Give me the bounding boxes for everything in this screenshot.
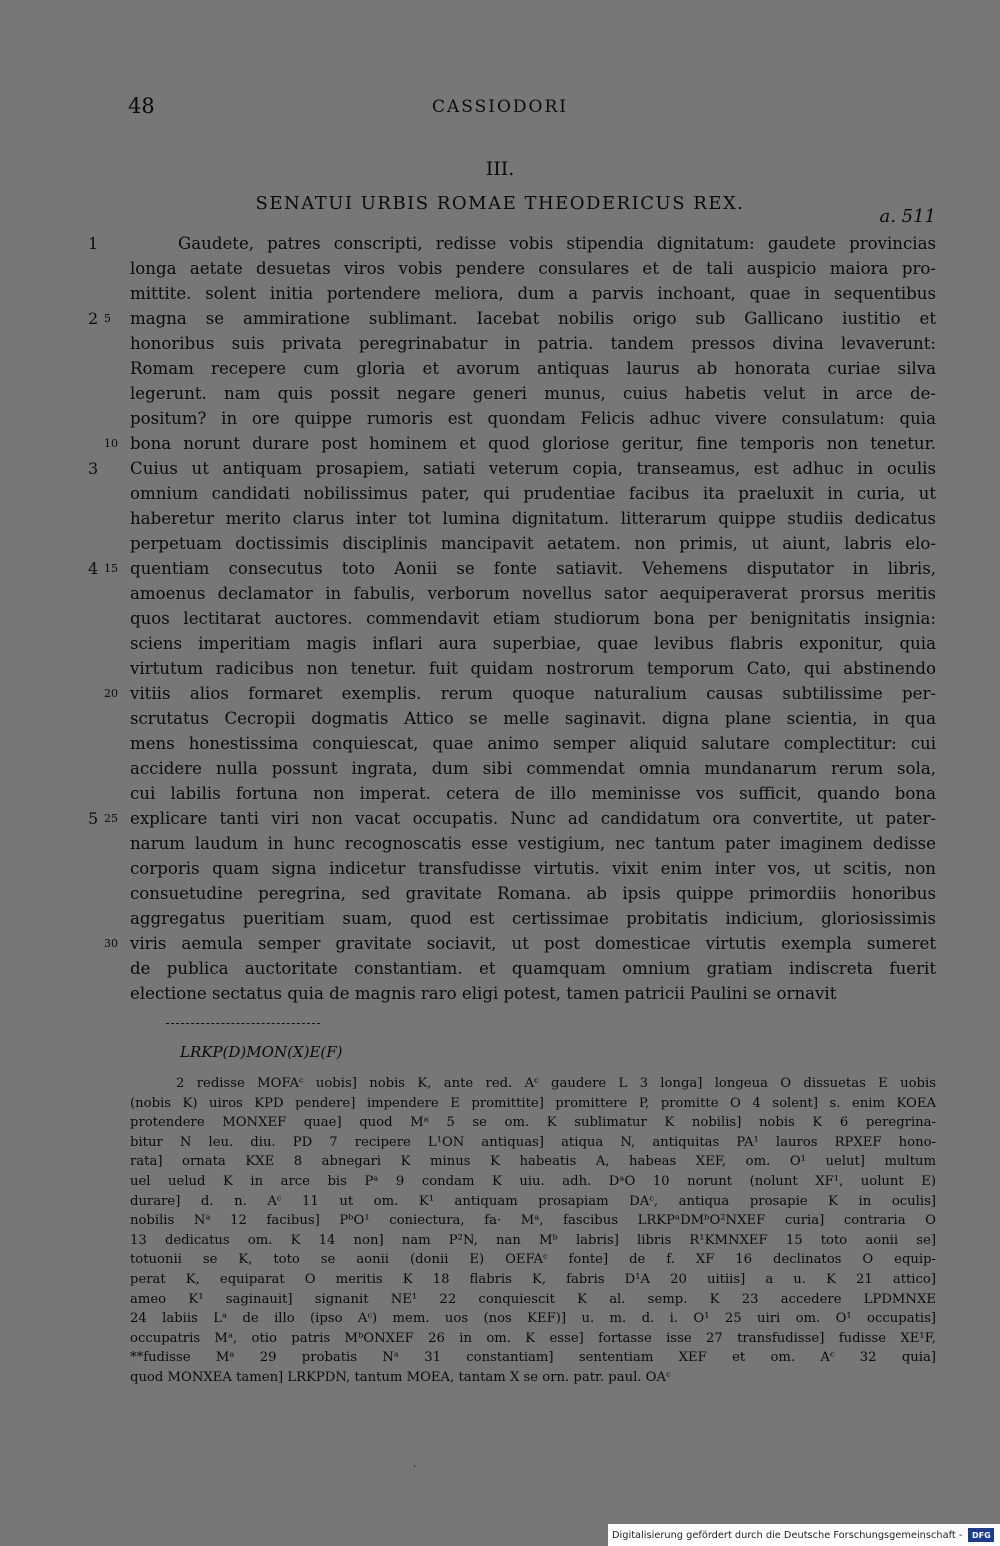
text-line: de publica auctoritate constantiam. et quamquam omnium gratiam indiscreta fuerit	[130, 959, 936, 978]
text-line: accidere nulla possunt ingrata, dum sibi commendat omnia mundanarum rerum sola,	[130, 759, 936, 778]
text-line: omnium candidati nobilissimus pater, qui prudentiae facibus ita praeluxit in curia, ut	[130, 484, 936, 503]
line-number: 30	[104, 937, 118, 950]
apparatus-line: (nobis K) uiros KPD pendere] impendere E promittite] promittere P, promitte O 4 solent] s. enim KOEA	[130, 1095, 936, 1111]
footer-bar	[608, 1524, 1000, 1546]
apparatus-line: ameo K¹ saginauit] signanit NE¹ 22 conquiescit K al. semp. K 23 accedere LPDMNXE	[130, 1291, 936, 1307]
line-number: 20	[104, 687, 118, 700]
letter-date: a. 511	[879, 206, 936, 227]
page-number: 48	[128, 94, 155, 118]
text-line: sciens imperitiam magis inflari aura superbiae, quae levibus flabris exponitur, quia	[130, 634, 936, 653]
apparatus-line: quod MONXEA tamen] LRKPDN, tantum MOEA, tantam X se orn. patr. paul. OAᶜ	[130, 1369, 671, 1385]
section-number: 3	[88, 459, 99, 478]
separator-rule	[166, 1023, 320, 1024]
text-line: legerunt. nam quis possit negare generi munus, cuius habetis velut in arce de-	[130, 384, 936, 403]
text-line: Romam recepere cum gloria et avorum antiquas laurus ab honorata curiae silva	[130, 359, 936, 378]
apparatus-line: rata] ornata KXE 8 abnegari K minus K habeatis A, habeas XEF, om. O¹ uelut] multum	[130, 1154, 936, 1170]
apparatus-line: nobilis Nᵃ 12 facibus] PᵇO¹ coniectura, fa· Mᵃ, fascibus LRKPᵃDMᵇO²NXEF curia] contraria O	[130, 1213, 936, 1229]
apparatus-line: 24 labiis Lᵃ de illo (ipso Aᶜ) mem. uos (nos KEF)] u. m. d. i. O¹ 25 uiri om. O¹ occupatis]	[130, 1311, 936, 1327]
text-line: mens honestissima conquiescat, quae animo semper aliquid salutare complectitur: cui	[130, 734, 936, 753]
text-line: Gaudete, patres conscripti, redisse vobis stipendia dignitatum: gaudete provincias	[178, 234, 936, 253]
text-line: corporis quam signa indicetur transfudisse virtutis. vixit enim inter vos, ut scitis, non	[130, 859, 936, 878]
text-line: magna se ammiratione sublimant. Iacebat nobilis origo sub Gallicano iustitio et	[130, 309, 936, 328]
text-line: longa aetate desuetas viros vobis pendere consulares et de tali auspicio maiora pro-	[130, 259, 936, 278]
text-line: honoribus suis privata peregrinabatur in patria. tandem pressos divina levaverunt:	[130, 334, 936, 353]
text-line: Cuius ut antiquam prosapiem, satiati veterum copia, transeamus, est adhuc in oculis	[130, 459, 936, 478]
section-number: 5	[88, 809, 99, 828]
text-line: haberetur merito clarus inter tot lumina dignitatum. litterarum quippe studiis dedicatus	[130, 509, 936, 528]
apparatus-criticus	[130, 1074, 936, 1388]
text-line: virtutum radicibus non tenetur. fuit quidam nostrorum temporum Cato, qui abstinendo	[130, 659, 936, 678]
stray-mark: ·	[413, 1462, 417, 1473]
text-line: perpetuam doctissimis disciplinis mancipavit aetatem. non primis, ut aiunt, labris elo-	[130, 534, 936, 553]
running-head: CASSIODORI	[431, 97, 568, 117]
text-line: narum laudum in hunc recognoscatis esse vestigium, nec tantum pater imaginem dedisse	[130, 834, 936, 853]
apparatus-line: 2 redisse MOFAᶜ uobis] nobis K, ante red. Aᶜ gaudere L 3 longa] longeua O dissuetas E uobis	[176, 1076, 936, 1091]
line-number: 5	[104, 312, 111, 325]
page-header	[0, 94, 1000, 124]
apparatus-line: uel uelud K in arce bis Pᵃ 9 condam K uiu. adh. DᵃO 10 norunt (nolunt XF¹, uolunt E)	[130, 1173, 936, 1189]
apparatus-line: **fudisse Mᵃ 29 probatis Nᵃ 31 constantiam] sententiam XEF et om. Aᶜ 32 quia]	[130, 1350, 936, 1366]
apparatus-line: perat K, equiparat O meritis K 18 flabris K, fabris D¹A 20 uitiis] a u. K 21 attico]	[130, 1271, 936, 1287]
footer-credit: Digitalisierung gefördert durch die Deutsche Forschungsgemeinschaft -	[612, 1529, 963, 1541]
text-line: electione sectatus quia de magnis raro eligi potest, tamen patricii Paulini se ornavit	[130, 984, 837, 1003]
apparatus-line: totuonii se K, toto se aonii (donii E) OEFAᶜ fonte] de f. XF 16 declinatos O equip-	[130, 1252, 936, 1268]
text-line: aggregatus pueritiam suam, quod est certissimae probitatis indicium, gloriosissimis	[130, 909, 936, 928]
text-line: viris aemula semper gravitate sociavit, ut post domesticae virtutis exempla sumeret	[130, 934, 936, 953]
text-line: consuetudine peregrina, sed gravitate Romana. ab ipsis quippe primordiis honoribus	[130, 884, 936, 903]
text-line: scrutatus Cecropii dogmatis Attico se melle saginavit. digna plane scientia, in qua	[130, 709, 936, 728]
apparatus-sigla: LRKP(D)MON(X)E(F)	[180, 1043, 343, 1061]
apparatus-line: bitur N leu. diu. PD 7 recipere L¹ON antiquas] atiqua N, antiquitas PA¹ lauros RPXEF hono-	[130, 1134, 936, 1150]
dfg-logo: DFG	[968, 1528, 994, 1542]
text-line: explicare tanti viri non vacat occupatis. Nunc ad candidatum ora convertite, ut pater-	[130, 809, 936, 828]
apparatus-line: durare] d. n. Aᶜ 11 ut om. K¹ antiquam prosapiam DAᶜ, antiqua prosapie K in oculis]	[130, 1193, 936, 1209]
apparatus-line: protendere MONXEF quae] quod Mᵃ 5 se om. K sublimatur K nobilis] nobis K 6 peregrina-	[130, 1115, 936, 1131]
apparatus-line: occupatris Mᵃ, otio patris MᵇONXEF 26 in om. K esse] fortasse isse 27 transfudisse] fudisse XE¹F,	[130, 1330, 936, 1346]
text-line: cui labilis fortuna non imperat. cetera de illo meminisse vos sufficit, quando bona	[130, 784, 936, 803]
section-number: 2	[88, 309, 99, 328]
letter-numeral: III.	[485, 158, 515, 180]
letter-title: SENATUI URBIS ROMAE THEODERICUS REX.	[255, 193, 745, 214]
text-line: mittite. solent initia portendere meliora, dum a parvis inchoant, quae in sequentibus	[130, 284, 936, 303]
text-line: quos lectitarat auctores. commendavit etiam studiorum bona per benignitatis insignia:	[130, 609, 936, 628]
text-line: bona norunt durare post hominem et quod gloriose geritur, fine temporis non tenetur.	[130, 434, 936, 453]
line-number: 15	[104, 562, 118, 575]
line-number: 25	[104, 812, 118, 825]
text-line: amoenus declamator in fabulis, verborum novellus sator aequiperaverat prorsus meritis	[130, 584, 936, 603]
line-number: 10	[104, 437, 118, 450]
section-number: 1	[88, 234, 99, 253]
apparatus-line: 13 dedicatus om. K 14 non] nam P²N, nan Mᵇ labris] libris R¹KMNXEF 15 toto aonii se]	[130, 1232, 936, 1248]
section-number: 4	[88, 559, 99, 578]
text-line: quentiam consecutus toto Aonii se fonte satiavit. Vehemens disputator in libris,	[130, 559, 936, 578]
text-line: positum? in ore quippe rumoris est quondam Felicis adhuc vivere consulatum: quia	[130, 409, 936, 428]
text-line: vitiis alios formaret exemplis. rerum quoque naturalium causas subtilissime per-	[130, 684, 936, 703]
